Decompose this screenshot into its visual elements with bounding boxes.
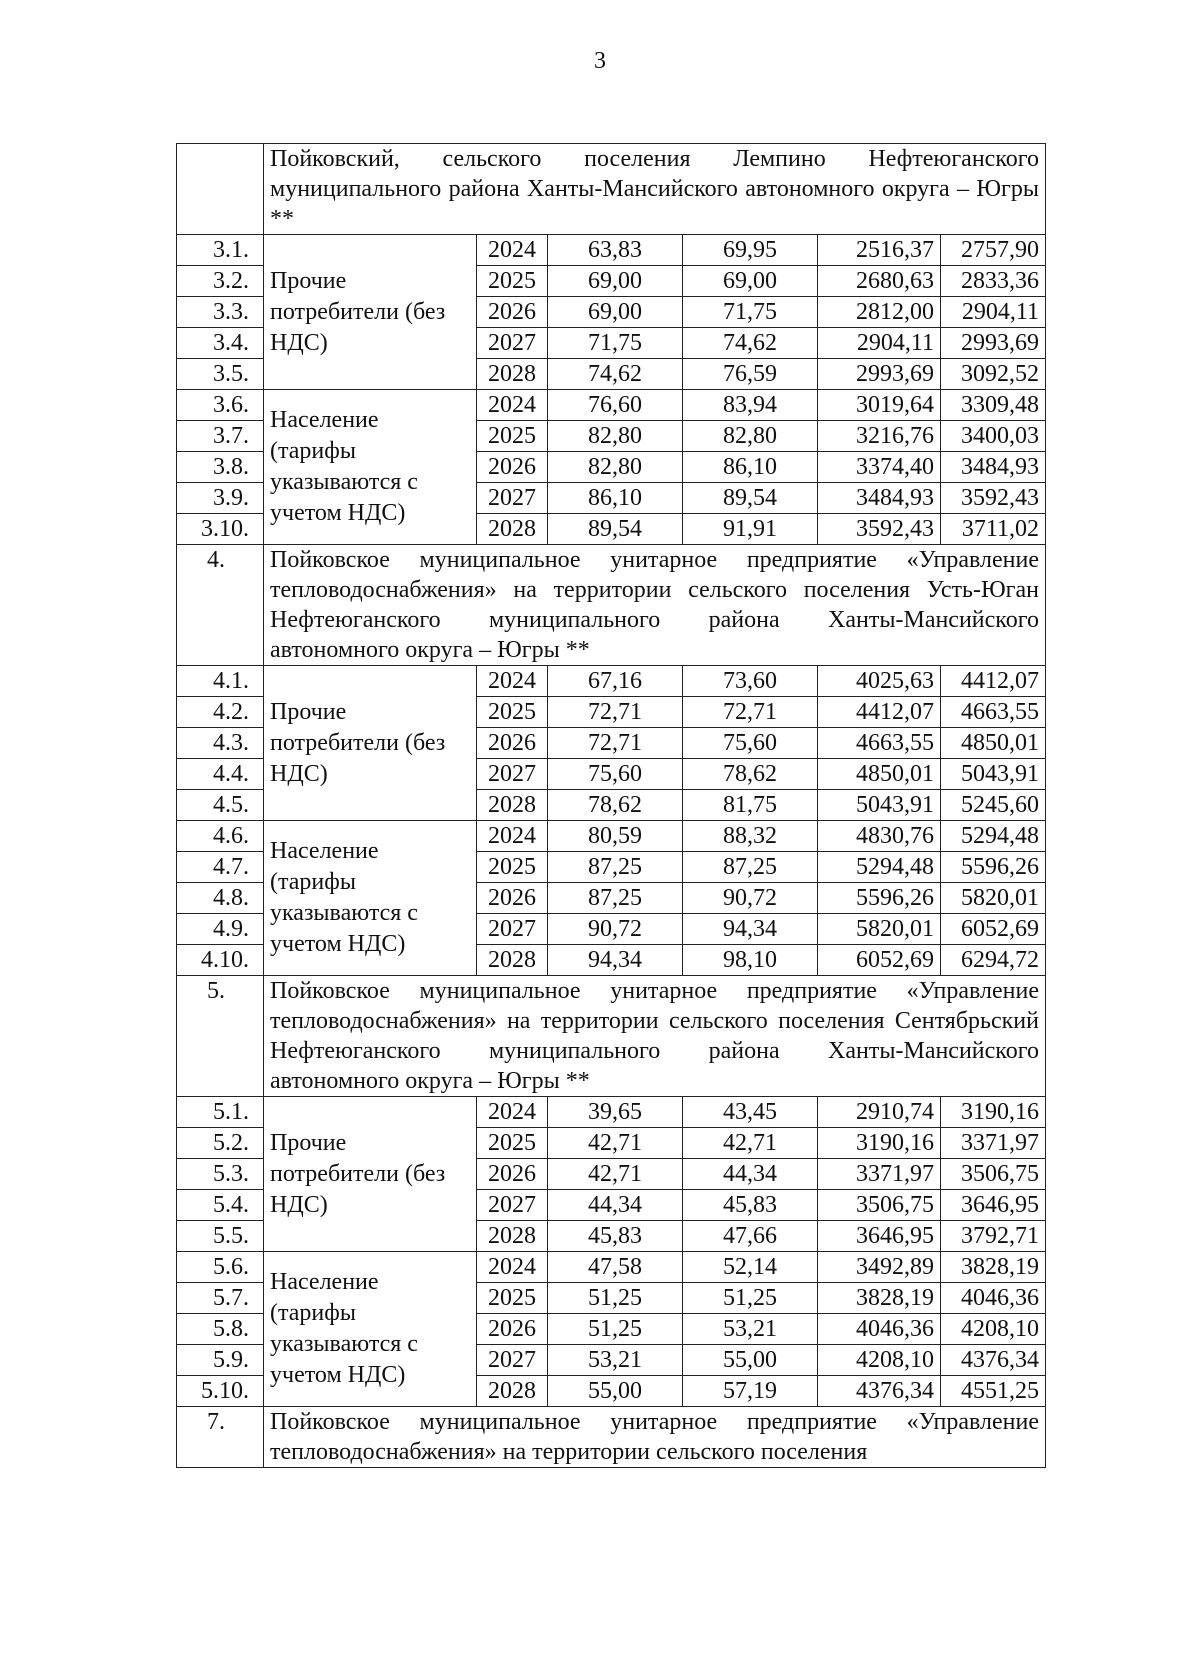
value-cell: 3374,40	[818, 452, 941, 483]
year-cell: 2024	[477, 1097, 548, 1128]
value-cell: 57,19	[683, 1376, 818, 1407]
value-cell: 87,25	[548, 883, 683, 914]
value-cell: 44,34	[548, 1190, 683, 1221]
value-cell: 3792,71	[941, 1221, 1046, 1252]
value-cell: 55,00	[683, 1345, 818, 1376]
value-cell: 4663,55	[941, 697, 1046, 728]
value-cell: 3506,75	[818, 1190, 941, 1221]
value-cell: 5043,91	[941, 759, 1046, 790]
row-number: 4.7.	[177, 852, 264, 883]
value-cell: 86,10	[548, 483, 683, 514]
value-cell: 4412,07	[941, 666, 1046, 697]
value-cell: 3592,43	[941, 483, 1046, 514]
value-cell: 3309,48	[941, 390, 1046, 421]
consumer-group-label: Прочие потребители (без НДС)	[264, 1097, 477, 1252]
value-cell: 78,62	[548, 790, 683, 821]
value-cell: 4046,36	[818, 1314, 941, 1345]
value-cell: 55,00	[548, 1376, 683, 1407]
value-cell: 5043,91	[818, 790, 941, 821]
value-cell: 82,80	[548, 421, 683, 452]
value-cell: 69,00	[548, 266, 683, 297]
value-cell: 5596,26	[818, 883, 941, 914]
value-cell: 3092,52	[941, 359, 1046, 390]
year-cell: 2026	[477, 728, 548, 759]
year-cell: 2025	[477, 266, 548, 297]
page-number: 3	[594, 48, 606, 74]
tariff-table	[176, 143, 1046, 1468]
consumer-group-label: Население (тарифы указываются с учетом НДС)	[264, 821, 477, 976]
value-cell: 6052,69	[818, 945, 941, 976]
value-cell: 63,83	[548, 235, 683, 266]
row-number: 3.8.	[177, 452, 264, 483]
section-title: Пойковское муниципальное унитарное предприятие «Управление тепловодоснабжения» на территории сельского поселения Усть-Юган Нефтеюганского муниципального района Ханты-Мансийского автономного округа – Югры **	[264, 545, 1046, 666]
year-cell: 2024	[477, 235, 548, 266]
value-cell: 75,60	[683, 728, 818, 759]
value-cell: 39,65	[548, 1097, 683, 1128]
table-row	[177, 1097, 1046, 1128]
year-cell: 2024	[477, 666, 548, 697]
value-cell: 3711,02	[941, 514, 1046, 545]
value-cell: 94,34	[548, 945, 683, 976]
value-cell: 74,62	[683, 328, 818, 359]
value-cell: 3190,16	[941, 1097, 1046, 1128]
year-cell: 2028	[477, 790, 548, 821]
section-number	[177, 144, 264, 235]
value-cell: 5294,48	[941, 821, 1046, 852]
year-cell: 2026	[477, 1159, 548, 1190]
value-cell: 51,25	[548, 1314, 683, 1345]
value-cell: 2516,37	[818, 235, 941, 266]
section-header-row	[177, 545, 1046, 666]
year-cell: 2027	[477, 328, 548, 359]
year-cell: 2026	[477, 452, 548, 483]
value-cell: 90,72	[683, 883, 818, 914]
row-number: 5.10.	[177, 1376, 264, 1407]
consumer-group-label: Население (тарифы указываются с учетом НДС)	[264, 390, 477, 545]
table-row	[177, 1252, 1046, 1283]
year-cell: 2028	[477, 945, 548, 976]
value-cell: 2812,00	[818, 297, 941, 328]
row-number: 3.7.	[177, 421, 264, 452]
row-number: 3.2.	[177, 266, 264, 297]
value-cell: 2993,69	[941, 328, 1046, 359]
value-cell: 67,16	[548, 666, 683, 697]
section-number: 7.	[177, 1407, 264, 1468]
row-number: 5.5.	[177, 1221, 264, 1252]
value-cell: 44,34	[683, 1159, 818, 1190]
value-cell: 89,54	[683, 483, 818, 514]
row-number: 5.7.	[177, 1283, 264, 1314]
value-cell: 3492,89	[818, 1252, 941, 1283]
value-cell: 51,25	[548, 1283, 683, 1314]
value-cell: 90,72	[548, 914, 683, 945]
table-row	[177, 235, 1046, 266]
value-cell: 3592,43	[818, 514, 941, 545]
row-number: 5.8.	[177, 1314, 264, 1345]
row-number: 3.5.	[177, 359, 264, 390]
row-number: 3.10.	[177, 514, 264, 545]
value-cell: 73,60	[683, 666, 818, 697]
value-cell: 53,21	[548, 1345, 683, 1376]
value-cell: 82,80	[548, 452, 683, 483]
value-cell: 42,71	[548, 1128, 683, 1159]
value-cell: 81,75	[683, 790, 818, 821]
value-cell: 5820,01	[941, 883, 1046, 914]
value-cell: 4376,34	[941, 1345, 1046, 1376]
value-cell: 2910,74	[818, 1097, 941, 1128]
consumer-group-label: Население (тарифы указываются с учетом НДС)	[264, 1252, 477, 1407]
year-cell: 2026	[477, 1314, 548, 1345]
table-row	[177, 821, 1046, 852]
value-cell: 3400,03	[941, 421, 1046, 452]
value-cell: 74,62	[548, 359, 683, 390]
value-cell: 51,25	[683, 1283, 818, 1314]
value-cell: 91,91	[683, 514, 818, 545]
value-cell: 4830,76	[818, 821, 941, 852]
year-cell: 2024	[477, 821, 548, 852]
value-cell: 3019,64	[818, 390, 941, 421]
row-number: 5.1.	[177, 1097, 264, 1128]
year-cell: 2028	[477, 1376, 548, 1407]
value-cell: 72,71	[683, 697, 818, 728]
value-cell: 3371,97	[941, 1128, 1046, 1159]
year-cell: 2026	[477, 883, 548, 914]
value-cell: 71,75	[548, 328, 683, 359]
value-cell: 75,60	[548, 759, 683, 790]
value-cell: 4208,10	[941, 1314, 1046, 1345]
consumer-group-label: Прочие потребители (без НДС)	[264, 666, 477, 821]
year-cell: 2024	[477, 1252, 548, 1283]
year-cell: 2028	[477, 514, 548, 545]
section-title: Пойковский, сельского поселения Лемпино Нефтеюганского муниципального района Ханты-Мансийского автономного округа – Югры **	[264, 144, 1046, 235]
year-cell: 2027	[477, 1345, 548, 1376]
value-cell: 2680,63	[818, 266, 941, 297]
year-cell: 2025	[477, 421, 548, 452]
section-number: 4.	[177, 545, 264, 666]
section-header-row	[177, 976, 1046, 1097]
year-cell: 2025	[477, 697, 548, 728]
year-cell: 2024	[477, 390, 548, 421]
value-cell: 3216,76	[818, 421, 941, 452]
value-cell: 2993,69	[818, 359, 941, 390]
row-number: 4.8.	[177, 883, 264, 914]
value-cell: 3646,95	[941, 1190, 1046, 1221]
row-number: 4.1.	[177, 666, 264, 697]
value-cell: 2904,11	[941, 297, 1046, 328]
value-cell: 6294,72	[941, 945, 1046, 976]
year-cell: 2028	[477, 1221, 548, 1252]
value-cell: 6052,69	[941, 914, 1046, 945]
value-cell: 42,71	[548, 1159, 683, 1190]
section-header-row	[177, 144, 1046, 235]
value-cell: 87,25	[548, 852, 683, 883]
value-cell: 87,25	[683, 852, 818, 883]
value-cell: 69,00	[683, 266, 818, 297]
value-cell: 45,83	[548, 1221, 683, 1252]
value-cell: 82,80	[683, 421, 818, 452]
value-cell: 76,59	[683, 359, 818, 390]
value-cell: 4412,07	[818, 697, 941, 728]
year-cell: 2025	[477, 852, 548, 883]
row-number: 4.4.	[177, 759, 264, 790]
row-number: 3.1.	[177, 235, 264, 266]
value-cell: 4663,55	[818, 728, 941, 759]
value-cell: 47,58	[548, 1252, 683, 1283]
consumer-group-label: Прочие потребители (без НДС)	[264, 235, 477, 390]
year-cell: 2028	[477, 359, 548, 390]
table-row	[177, 666, 1046, 697]
value-cell: 5596,26	[941, 852, 1046, 883]
value-cell: 72,71	[548, 697, 683, 728]
value-cell: 3371,97	[818, 1159, 941, 1190]
row-number: 4.10.	[177, 945, 264, 976]
value-cell: 4850,01	[941, 728, 1046, 759]
value-cell: 43,45	[683, 1097, 818, 1128]
table-row	[177, 390, 1046, 421]
value-cell: 69,95	[683, 235, 818, 266]
value-cell: 69,00	[548, 297, 683, 328]
value-cell: 5294,48	[818, 852, 941, 883]
value-cell: 3484,93	[941, 452, 1046, 483]
value-cell: 5245,60	[941, 790, 1046, 821]
value-cell: 4551,25	[941, 1376, 1046, 1407]
row-number: 4.3.	[177, 728, 264, 759]
year-cell: 2027	[477, 759, 548, 790]
row-number: 3.3.	[177, 297, 264, 328]
value-cell: 3646,95	[818, 1221, 941, 1252]
row-number: 3.6.	[177, 390, 264, 421]
value-cell: 80,59	[548, 821, 683, 852]
value-cell: 4850,01	[818, 759, 941, 790]
value-cell: 5820,01	[818, 914, 941, 945]
value-cell: 94,34	[683, 914, 818, 945]
section-number: 5.	[177, 976, 264, 1097]
year-cell: 2025	[477, 1283, 548, 1314]
value-cell: 86,10	[683, 452, 818, 483]
year-cell: 2026	[477, 297, 548, 328]
value-cell: 47,66	[683, 1221, 818, 1252]
year-cell: 2025	[477, 1128, 548, 1159]
value-cell: 53,21	[683, 1314, 818, 1345]
value-cell: 88,32	[683, 821, 818, 852]
value-cell: 4025,63	[818, 666, 941, 697]
value-cell: 83,94	[683, 390, 818, 421]
value-cell: 4046,36	[941, 1283, 1046, 1314]
value-cell: 52,14	[683, 1252, 818, 1283]
row-number: 5.3.	[177, 1159, 264, 1190]
value-cell: 76,60	[548, 390, 683, 421]
value-cell: 3506,75	[941, 1159, 1046, 1190]
row-number: 3.4.	[177, 328, 264, 359]
value-cell: 4208,10	[818, 1345, 941, 1376]
value-cell: 98,10	[683, 945, 818, 976]
value-cell: 4376,34	[818, 1376, 941, 1407]
value-cell: 78,62	[683, 759, 818, 790]
row-number: 5.6.	[177, 1252, 264, 1283]
row-number: 4.6.	[177, 821, 264, 852]
value-cell: 3484,93	[818, 483, 941, 514]
value-cell: 45,83	[683, 1190, 818, 1221]
row-number: 4.9.	[177, 914, 264, 945]
value-cell: 42,71	[683, 1128, 818, 1159]
row-number: 5.4.	[177, 1190, 264, 1221]
value-cell: 71,75	[683, 297, 818, 328]
year-cell: 2027	[477, 914, 548, 945]
year-cell: 2027	[477, 1190, 548, 1221]
row-number: 3.9.	[177, 483, 264, 514]
value-cell: 3828,19	[818, 1283, 941, 1314]
section-header-row	[177, 1407, 1046, 1468]
value-cell: 2833,36	[941, 266, 1046, 297]
row-number: 4.2.	[177, 697, 264, 728]
value-cell: 2904,11	[818, 328, 941, 359]
row-number: 5.2.	[177, 1128, 264, 1159]
value-cell: 89,54	[548, 514, 683, 545]
row-number: 5.9.	[177, 1345, 264, 1376]
value-cell: 72,71	[548, 728, 683, 759]
value-cell: 2757,90	[941, 235, 1046, 266]
value-cell: 3190,16	[818, 1128, 941, 1159]
section-title: Пойковское муниципальное унитарное предприятие «Управление тепловодоснабжения» на территории сельского поселения Сентябрьский Нефтеюганского муниципального района Ханты-Мансийского автономного округа – Югры **	[264, 976, 1046, 1097]
section-title: Пойковское муниципальное унитарное предприятие «Управление тепловодоснабжения» на территории сельского поселения	[264, 1407, 1046, 1468]
row-number: 4.5.	[177, 790, 264, 821]
value-cell: 3828,19	[941, 1252, 1046, 1283]
year-cell: 2027	[477, 483, 548, 514]
